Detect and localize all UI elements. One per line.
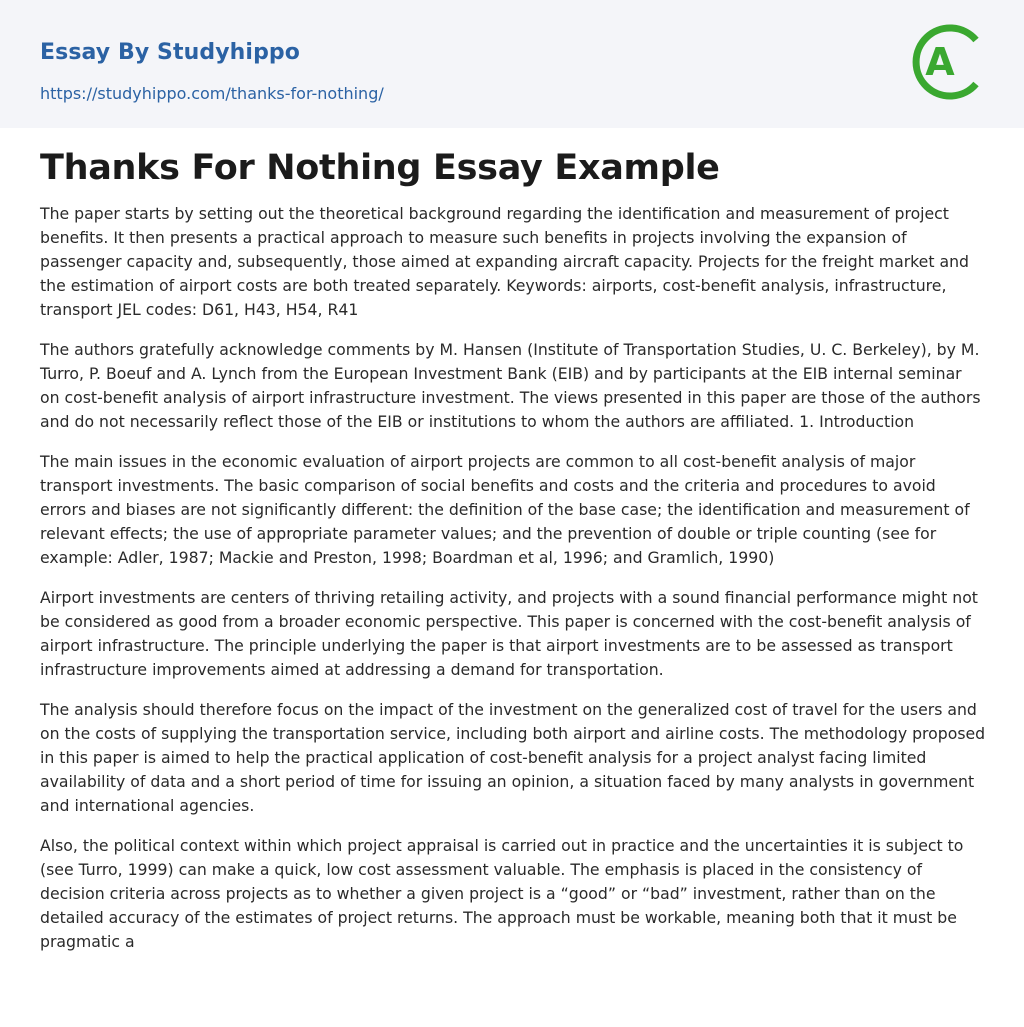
studyhippo-logo-icon [910, 18, 986, 106]
brand-name[interactable]: Essay By Studyhippo [40, 40, 300, 65]
page-title: Thanks For Nothing Essay Example [40, 148, 720, 188]
page-url-link[interactable]: https://studyhippo.com/thanks-for-nothing/ [40, 84, 384, 103]
article [40, 142, 986, 970]
logo-letter: A [925, 40, 955, 84]
site-header [0, 0, 1024, 128]
article-paragraph: Airport investments are centers of thriving retailing activity, and projects with a sound financial performance might not be considered as good from a broader economic perspective. This paper is concerned with the cost-benefit analysis of airport infrastructure. The principle underlying the paper is that airport investments are to be assessed as transport infrastructure improvements aimed at addressing a demand for transportation. [40, 588, 978, 679]
article-paragraph: Also, the political context within which project appraisal is carried out in practice and the uncertainties it is subject to (see Turro, 1999) can make a quick, low cost assessment valuable. The emphasis is placed in the consistency of decision criteria across projects as to whether a given project is a “good” or “bad” investment, rather than on the detailed accuracy of the estimates of project returns. The approach must be workable, meaning both that it must be pragmatic a [40, 836, 964, 951]
article-paragraph: The paper starts by setting out the theoretical background regarding the identification and measurement of project benefits. It then presents a practical approach to measure such benefits in projects involving the expansion of passenger capacity and, subsequently, those aimed at expanding aircraft capacity. Projects for the freight market and the estimation of airport costs are both treated separately. Keywords: airports, cost-benefit analysis, infrastructure, transport JEL codes: D61, H43, H54, R41 [40, 204, 969, 319]
article-paragraph: The main issues in the economic evaluation of airport projects are common to all cost-benefit analysis of major transport investments. The basic comparison of social benefits and costs and the criteria and procedures to avoid errors and biases are not significantly different: the definition of the base case; the identification and measurement of relevant effects; the use of appropriate parameter values; and the prevention of double or triple counting (see for example: Adler, 1987; Mackie and Preston, 1998; Boardman et al, 1996; and Gramlich, 1990) [40, 452, 970, 567]
article-paragraph: The authors gratefully acknowledge comments by M. Hansen (Institute of Transportation Studies, U. C. Berkeley), by M. Turro, P. Boeuf and A. Lynch from the European Investment Bank (EIB) and by participants at the EIB internal seminar on cost-benefit analysis of airport infrastructure investment. The views presented in this paper are those of the authors and do not necessarily reflect those of the EIB or institutions to whom the authors are affiliated. 1. Introduction [40, 340, 981, 431]
article-paragraph: The analysis should therefore focus on the impact of the investment on the generalized cost of travel for the users and on the costs of supplying the transportation service, including both airport and airline costs. The methodology proposed in this paper is aimed to help the practical application of cost-benefit analysis for a project analyst facing limited availability of data and a short period of time for issuing an opinion, a situation faced by many analysts in government and international agencies. [40, 700, 986, 815]
